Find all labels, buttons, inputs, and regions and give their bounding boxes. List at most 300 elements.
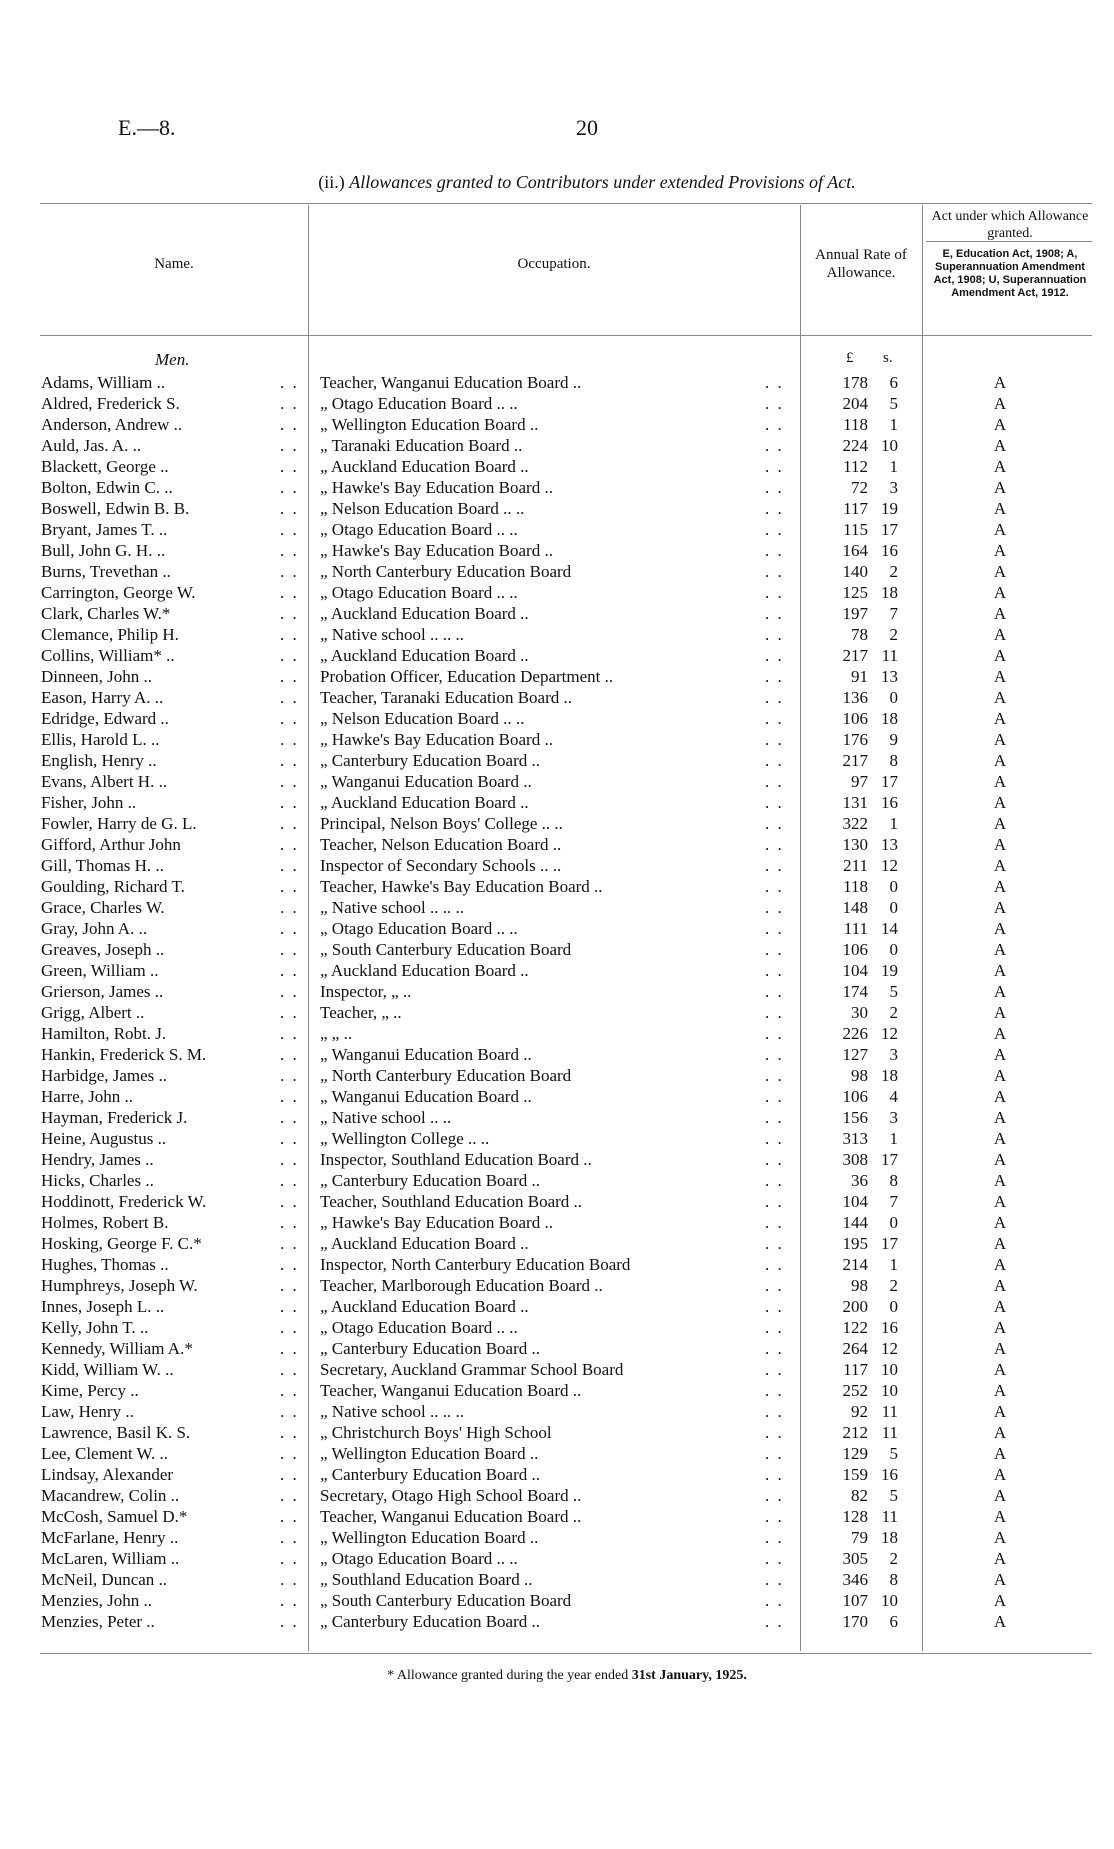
allowance-table-body — [0, 372, 1114, 1632]
table-row — [0, 414, 1114, 435]
table-row — [0, 477, 1114, 498]
table-row — [0, 918, 1114, 939]
row-leader-dots: . . — [280, 1507, 299, 1526]
table-row — [0, 1254, 1114, 1275]
row-leader-dots: . . — [280, 1066, 299, 1085]
row-leader-dots: . . — [765, 793, 784, 812]
table-row — [0, 1464, 1114, 1485]
row-pounds: 106 — [842, 940, 868, 959]
row-act: A — [993, 772, 1007, 791]
row-name: Grierson, James .. — [41, 982, 164, 1001]
row-name: Collins, William* .. — [41, 646, 175, 665]
row-pounds: 117 — [843, 499, 868, 518]
row-shillings: 14 — [881, 919, 898, 938]
row-leader-dots: . . — [765, 856, 784, 875]
row-leader-dots: . . — [765, 1507, 784, 1526]
row-pounds: 197 — [842, 604, 868, 623]
row-pounds: 129 — [842, 1444, 868, 1463]
row-pounds: 148 — [842, 898, 868, 917]
row-leader-dots: . . — [765, 1213, 784, 1232]
row-shillings: 10 — [881, 1591, 898, 1610]
row-leader-dots: . . — [280, 625, 299, 644]
row-shillings: 19 — [881, 961, 898, 980]
row-name: Lawrence, Basil K. S. — [41, 1423, 191, 1442]
row-leader-dots: . . — [280, 394, 299, 413]
row-pounds: 128 — [842, 1507, 868, 1526]
table-row — [0, 1548, 1114, 1569]
row-shillings: 2 — [889, 562, 898, 581]
row-occupation: „ Auckland Education Board .. — [320, 1234, 529, 1253]
row-shillings: 1 — [889, 1129, 898, 1148]
row-name: Lee, Clement W. .. — [41, 1444, 169, 1463]
table-top-rule — [40, 203, 1092, 204]
row-act: A — [993, 1003, 1007, 1022]
row-occupation: „ Hawke's Bay Education Board .. — [320, 730, 553, 749]
table-row — [0, 813, 1114, 834]
column-header-name: Name. — [154, 256, 194, 272]
row-act: A — [993, 919, 1007, 938]
row-leader-dots: . . — [280, 772, 299, 791]
table-row — [0, 1401, 1114, 1422]
row-leader-dots: . . — [765, 394, 784, 413]
row-shillings: 17 — [881, 772, 898, 791]
row-act: A — [993, 1360, 1007, 1379]
row-occupation: „ South Canterbury Education Board — [320, 1591, 572, 1610]
row-leader-dots: . . — [765, 667, 784, 686]
row-shillings: 7 — [889, 604, 898, 623]
row-name: Fowler, Harry de G. L. — [41, 814, 197, 833]
row-pounds: 112 — [843, 457, 868, 476]
row-leader-dots: . . — [280, 1465, 299, 1484]
row-leader-dots: . . — [765, 562, 784, 581]
row-pounds: 106 — [842, 709, 868, 728]
row-shillings: 18 — [881, 709, 898, 728]
row-leader-dots: . . — [765, 1108, 784, 1127]
row-occupation: „ „ .. — [320, 1024, 353, 1043]
row-occupation: „ Wellington Education Board .. — [320, 415, 539, 434]
row-name: Kime, Percy .. — [41, 1381, 139, 1400]
row-pounds: 111 — [843, 919, 868, 938]
row-occupation: „ Canterbury Education Board .. — [320, 1339, 540, 1358]
row-leader-dots: . . — [280, 478, 299, 497]
row-leader-dots: . . — [765, 436, 784, 455]
row-act: A — [993, 1570, 1007, 1589]
table-row — [0, 1212, 1114, 1233]
row-leader-dots: . . — [280, 562, 299, 581]
row-leader-dots: . . — [280, 982, 299, 1001]
row-occupation: „ North Canterbury Education Board — [320, 562, 572, 581]
row-occupation: „ Otago Education Board .. .. — [320, 520, 518, 539]
table-row — [0, 1170, 1114, 1191]
row-shillings: 16 — [881, 1318, 898, 1337]
row-occupation: „ Native school .. .. .. — [320, 1402, 464, 1421]
row-leader-dots: . . — [765, 625, 784, 644]
row-leader-dots: . . — [765, 1591, 784, 1610]
row-shillings: 17 — [881, 1234, 898, 1253]
row-leader-dots: . . — [765, 1297, 784, 1316]
row-shillings: 2 — [889, 1549, 898, 1568]
row-leader-dots: . . — [280, 1591, 299, 1610]
row-name: Grigg, Albert .. — [41, 1003, 145, 1022]
row-occupation: Teacher, Taranaki Education Board .. — [320, 688, 572, 707]
row-shillings: 0 — [889, 877, 898, 896]
row-leader-dots: . . — [765, 1066, 784, 1085]
table-row — [0, 1128, 1114, 1149]
row-shillings: 13 — [881, 835, 898, 854]
row-leader-dots: . . — [765, 1129, 784, 1148]
row-pounds: 118 — [843, 877, 868, 896]
table-row — [0, 1485, 1114, 1506]
row-shillings: 7 — [889, 1192, 898, 1211]
row-leader-dots: . . — [765, 541, 784, 560]
row-name: Hicks, Charles .. — [41, 1171, 154, 1190]
row-leader-dots: . . — [280, 730, 299, 749]
footnote-text: * Allowance granted during the year ended — [387, 1668, 629, 1683]
row-shillings: 1 — [889, 415, 898, 434]
row-leader-dots: . . — [765, 877, 784, 896]
row-name: Greaves, Joseph .. — [41, 940, 165, 959]
row-leader-dots: . . — [280, 1234, 299, 1253]
row-occupation: „ Hawke's Bay Education Board .. — [320, 1213, 553, 1232]
table-row — [0, 645, 1114, 666]
row-pounds: 92 — [851, 1402, 868, 1421]
table-row — [0, 456, 1114, 477]
row-name: Blackett, George .. — [41, 457, 169, 476]
row-leader-dots: . . — [765, 772, 784, 791]
document-reference: E.—8. — [118, 115, 176, 140]
row-shillings: 19 — [881, 499, 898, 518]
row-leader-dots: . . — [765, 1192, 784, 1211]
row-name: Auld, Jas. A. .. — [41, 436, 142, 455]
row-name: Hankin, Frederick S. M. — [41, 1045, 207, 1064]
row-pounds: 104 — [842, 1192, 868, 1211]
row-name: Ellis, Harold L. .. — [41, 730, 160, 749]
row-act: A — [993, 1528, 1007, 1547]
row-name: Kidd, William W. .. — [41, 1360, 174, 1379]
table-row — [0, 792, 1114, 813]
row-pounds: 107 — [842, 1591, 868, 1610]
row-occupation: „ Wellington Education Board .. — [320, 1444, 539, 1463]
row-name: Holmes, Robert B. — [41, 1213, 169, 1232]
table-row — [0, 1002, 1114, 1023]
row-pounds: 176 — [842, 730, 868, 749]
row-shillings: 4 — [889, 1087, 898, 1106]
row-occupation: „ Otago Education Board .. .. — [320, 583, 518, 602]
row-leader-dots: . . — [280, 919, 299, 938]
act-legend: E, Education Act, 1908; A, Superannuation Amendment Act, 1908; U, Superannuation Amendment Act, 1912. — [933, 248, 1087, 299]
row-act: A — [993, 940, 1007, 959]
row-leader-dots: . . — [280, 1339, 299, 1358]
row-occupation: „ Auckland Education Board .. — [320, 793, 529, 812]
row-occupation: „ Taranaki Education Board .. — [320, 436, 523, 455]
row-name: McLaren, William .. — [41, 1549, 180, 1568]
row-shillings: 2 — [889, 1276, 898, 1295]
table-row — [0, 540, 1114, 561]
table-row — [0, 624, 1114, 645]
row-pounds: 125 — [842, 583, 868, 602]
row-shillings: 8 — [889, 751, 898, 770]
row-leader-dots: . . — [280, 1276, 299, 1295]
row-leader-dots: . . — [280, 520, 299, 539]
row-name: Evans, Albert H. .. — [41, 772, 168, 791]
row-act: A — [993, 898, 1007, 917]
row-pounds: 212 — [842, 1423, 868, 1442]
row-leader-dots: . . — [280, 1549, 299, 1568]
row-act: A — [993, 961, 1007, 980]
row-name: Hoddinott, Frederick W. — [41, 1192, 207, 1211]
row-leader-dots: . . — [280, 604, 299, 623]
row-pounds: 164 — [842, 541, 868, 560]
row-shillings: 3 — [889, 1108, 898, 1127]
row-occupation: „ Native school .. .. .. — [320, 625, 464, 644]
row-act: A — [993, 1045, 1007, 1064]
page-number: 20 — [576, 115, 598, 140]
row-name: Boswell, Edwin B. B. — [41, 499, 190, 518]
row-name: Edridge, Edward .. — [41, 709, 169, 728]
row-name: Anderson, Andrew .. — [41, 415, 183, 434]
row-shillings: 0 — [889, 940, 898, 959]
row-name: Clark, Charles W.* — [41, 604, 171, 623]
row-act: A — [993, 541, 1007, 560]
row-act: A — [993, 667, 1007, 686]
row-act: A — [993, 1171, 1007, 1190]
row-pounds: 174 — [842, 982, 868, 1001]
row-occupation: Teacher, Wanganui Education Board .. — [320, 1381, 582, 1400]
row-act: A — [993, 604, 1007, 623]
table-bottom-rule — [40, 1653, 1092, 1654]
row-leader-dots: . . — [765, 1423, 784, 1442]
row-act: A — [993, 646, 1007, 665]
row-pounds: 117 — [843, 1360, 868, 1379]
row-leader-dots: . . — [765, 1549, 784, 1568]
row-act: A — [993, 1486, 1007, 1505]
row-leader-dots: . . — [280, 1108, 299, 1127]
row-pounds: 82 — [851, 1486, 868, 1505]
row-leader-dots: . . — [765, 1381, 784, 1400]
row-pounds: 252 — [842, 1381, 868, 1400]
row-leader-dots: . . — [280, 1045, 299, 1064]
row-act: A — [993, 457, 1007, 476]
row-shillings: 6 — [889, 373, 898, 392]
row-act: A — [993, 520, 1007, 539]
row-name: Humphreys, Joseph W. — [41, 1276, 198, 1295]
row-leader-dots: . . — [765, 1045, 784, 1064]
row-leader-dots: . . — [280, 1150, 299, 1169]
row-occupation: Inspector, North Canterbury Education Board — [320, 1255, 631, 1274]
row-act: A — [993, 1129, 1007, 1148]
currency-shillings-label: s. — [883, 350, 893, 366]
row-shillings: 3 — [889, 1045, 898, 1064]
row-name: Fisher, John .. — [41, 793, 137, 812]
table-row — [0, 1044, 1114, 1065]
row-leader-dots: . . — [280, 688, 299, 707]
row-shillings: 16 — [881, 541, 898, 560]
row-leader-dots: . . — [765, 646, 784, 665]
row-name: Bryant, James T. .. — [41, 520, 168, 539]
row-act: A — [993, 436, 1007, 455]
row-leader-dots: . . — [765, 1234, 784, 1253]
row-act: A — [993, 499, 1007, 518]
row-occupation: Teacher, Marlborough Education Board .. — [320, 1276, 603, 1295]
row-pounds: 170 — [842, 1612, 868, 1631]
row-shillings: 16 — [881, 1465, 898, 1484]
row-leader-dots: . . — [280, 436, 299, 455]
table-row — [0, 1590, 1114, 1611]
row-shillings: 9 — [889, 730, 898, 749]
table-row — [0, 960, 1114, 981]
row-occupation: Teacher, Southland Education Board .. — [320, 1192, 583, 1211]
row-act: A — [993, 1108, 1007, 1127]
row-occupation: „ Hawke's Bay Education Board .. — [320, 478, 553, 497]
row-name: Bull, John G. H. .. — [41, 541, 166, 560]
row-leader-dots: . . — [765, 604, 784, 623]
row-leader-dots: . . — [765, 373, 784, 392]
row-act: A — [993, 793, 1007, 812]
row-leader-dots: . . — [765, 1486, 784, 1505]
row-shillings: 2 — [889, 625, 898, 644]
table-row — [0, 393, 1114, 414]
row-leader-dots: . . — [280, 1486, 299, 1505]
row-leader-dots: . . — [765, 1171, 784, 1190]
table-subtitle — [0, 172, 1114, 193]
row-occupation: „ Southland Education Board .. — [320, 1570, 533, 1589]
column-header-rate: Annual Rate of Allowance. — [815, 247, 907, 281]
row-leader-dots: . . — [280, 1444, 299, 1463]
row-shillings: 8 — [889, 1171, 898, 1190]
column-header-occupation: Occupation. — [517, 256, 591, 272]
row-name: Gifford, Arthur John — [41, 835, 181, 854]
footnote-date: 31st January, 1925. — [631, 1668, 747, 1683]
row-leader-dots: . . — [280, 541, 299, 560]
row-shillings: 10 — [881, 1381, 898, 1400]
row-act: A — [993, 688, 1007, 707]
row-pounds: 127 — [842, 1045, 868, 1064]
row-act: A — [993, 1213, 1007, 1232]
row-pounds: 106 — [842, 1087, 868, 1106]
row-name: English, Henry .. — [41, 751, 157, 770]
row-act: A — [993, 1423, 1007, 1442]
row-occupation: „ Wanganui Education Board .. — [320, 1045, 532, 1064]
row-name: Hughes, Thomas .. — [41, 1255, 169, 1274]
row-pounds: 30 — [851, 1003, 868, 1022]
row-leader-dots: . . — [765, 919, 784, 938]
row-shillings: 3 — [889, 478, 898, 497]
row-shillings: 16 — [881, 793, 898, 812]
row-leader-dots: . . — [280, 1213, 299, 1232]
row-shillings: 5 — [889, 1444, 898, 1463]
row-shillings: 11 — [881, 1402, 898, 1421]
row-leader-dots: . . — [765, 898, 784, 917]
row-leader-dots: . . — [280, 646, 299, 665]
table-row — [0, 687, 1114, 708]
row-pounds: 118 — [843, 415, 868, 434]
row-shillings: 12 — [881, 1339, 898, 1358]
row-occupation: Teacher, „ .. — [320, 1003, 402, 1022]
row-name: Macandrew, Colin .. — [41, 1486, 180, 1505]
row-shillings: 12 — [881, 1024, 898, 1043]
row-act: A — [993, 1402, 1007, 1421]
row-pounds: 214 — [842, 1255, 868, 1274]
row-leader-dots: . . — [280, 1129, 299, 1148]
row-name: Aldred, Frederick S. — [41, 394, 180, 413]
row-leader-dots: . . — [280, 709, 299, 728]
row-occupation: „ Otago Education Board .. .. — [320, 394, 518, 413]
row-occupation: Inspector, „ .. — [320, 982, 412, 1001]
row-act: A — [993, 415, 1007, 434]
row-name: Eason, Harry A. .. — [41, 688, 164, 707]
section-label-men: Men. — [155, 350, 190, 369]
row-leader-dots: . . — [765, 1570, 784, 1589]
table-row — [0, 1065, 1114, 1086]
row-act: A — [993, 562, 1007, 581]
row-act: A — [993, 730, 1007, 749]
row-shillings: 10 — [881, 436, 898, 455]
row-pounds: 195 — [842, 1234, 868, 1253]
table-row — [0, 750, 1114, 771]
row-shillings: 5 — [889, 1486, 898, 1505]
row-shillings: 18 — [881, 1066, 898, 1085]
row-leader-dots: . . — [280, 1024, 299, 1043]
row-name: Innes, Joseph L. .. — [41, 1297, 165, 1316]
row-leader-dots: . . — [765, 478, 784, 497]
row-shillings: 11 — [881, 646, 898, 665]
row-act: A — [993, 1549, 1007, 1568]
row-shillings: 18 — [881, 583, 898, 602]
row-shillings: 5 — [889, 982, 898, 1001]
table-row — [0, 834, 1114, 855]
row-name: McNeil, Duncan .. — [41, 1570, 168, 1589]
row-leader-dots: . . — [280, 1360, 299, 1379]
row-act: A — [993, 1150, 1007, 1169]
table-row — [0, 1443, 1114, 1464]
row-leader-dots: . . — [765, 499, 784, 518]
row-occupation: „ Canterbury Education Board .. — [320, 1465, 540, 1484]
row-name: Green, William .. — [41, 961, 159, 980]
row-occupation: „ Auckland Education Board .. — [320, 1297, 529, 1316]
row-pounds: 308 — [842, 1150, 868, 1169]
row-leader-dots: . . — [765, 940, 784, 959]
row-leader-dots: . . — [765, 814, 784, 833]
row-act: A — [993, 877, 1007, 896]
row-pounds: 78 — [851, 625, 868, 644]
row-act: A — [993, 1465, 1007, 1484]
row-name: Harre, John .. — [41, 1087, 134, 1106]
row-act: A — [993, 1066, 1007, 1085]
row-leader-dots: . . — [280, 1423, 299, 1442]
row-leader-dots: . . — [280, 1192, 299, 1211]
row-occupation: „ Auckland Education Board .. — [320, 961, 529, 980]
table-row — [0, 1296, 1114, 1317]
row-shillings: 17 — [881, 520, 898, 539]
row-act: A — [993, 814, 1007, 833]
row-shillings: 0 — [889, 688, 898, 707]
row-shillings: 0 — [889, 898, 898, 917]
row-leader-dots: . . — [765, 1444, 784, 1463]
table-row — [0, 582, 1114, 603]
row-act: A — [993, 1255, 1007, 1274]
row-occupation: „ Canterbury Education Board .. — [320, 1612, 540, 1631]
row-act: A — [993, 394, 1007, 413]
row-leader-dots: . . — [280, 1297, 299, 1316]
row-act: A — [993, 751, 1007, 770]
row-act: A — [993, 1234, 1007, 1253]
row-occupation: Secretary, Auckland Grammar School Board — [320, 1360, 624, 1379]
row-leader-dots: . . — [765, 688, 784, 707]
row-occupation: Teacher, Wanganui Education Board .. — [320, 1507, 582, 1526]
row-pounds: 140 — [842, 562, 868, 581]
row-act: A — [993, 1318, 1007, 1337]
row-name: Menzies, John .. — [41, 1591, 152, 1610]
